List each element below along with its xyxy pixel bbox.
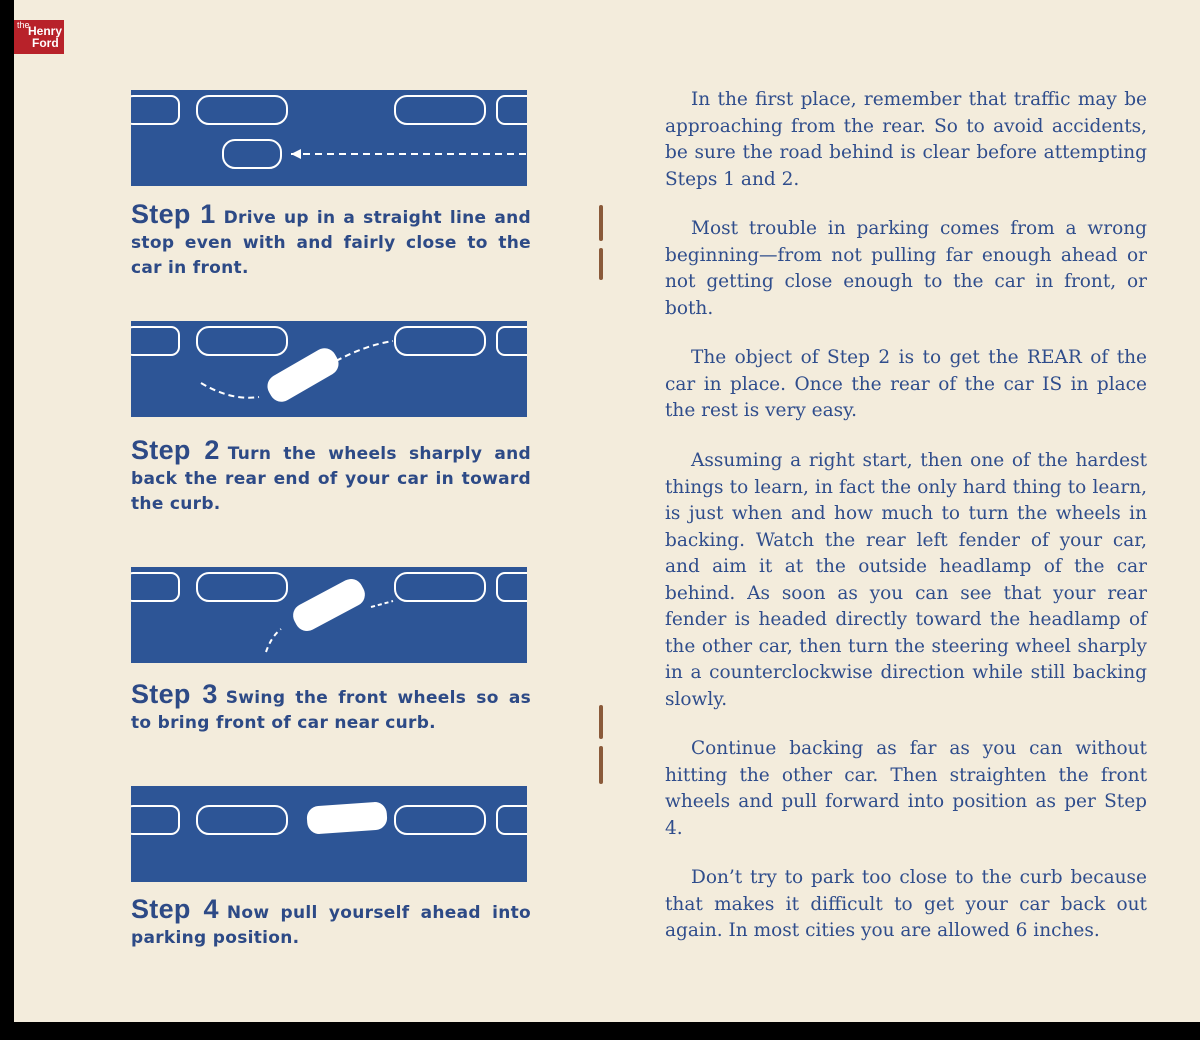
paragraph-5: Continue backing as far as you can without hitting the other car. Then straighten the front wheels and pull forward into position as per Step 4.: [665, 738, 1147, 839]
step-1-caption: [131, 199, 532, 281]
step-4-caption: [131, 894, 532, 951]
step-4-illustration: [131, 786, 527, 882]
paragraph-3: The object of Step 2 is to get the REAR of the car in place. Once the rear of the car IS in place the rest is very easy.: [665, 347, 1147, 421]
step-2-illustration: [131, 321, 527, 417]
booklet-spread: [14, 0, 1200, 1022]
paragraph-2: Most trouble in parking comes from a wrong beginning—from not pulling far enough ahead or not getting close enough to the car in front, or both.: [665, 218, 1147, 319]
step-1-text: Drive up in a straight line and stop even with and fairly close to the car in front.: [131, 208, 532, 278]
step-4-number: Step 4: [131, 894, 219, 924]
step-3-text: Swing the front wheels so as to bring front of car near curb.: [131, 688, 532, 733]
step-4-text: Now pull yourself ahead into parking position.: [131, 903, 532, 948]
staple-top-upper: [599, 205, 603, 241]
step-3-number: Step 3: [131, 679, 218, 709]
step-1-illustration: [131, 90, 527, 186]
staple-bottom-upper: [599, 705, 603, 739]
staple-bottom-lower: [599, 746, 603, 784]
paragraph-1: In the first place, remember that traffic may be approaching from the rear. So to avoid accidents, be sure the road behind is clear before attempting Steps 1 and 2.: [665, 89, 1147, 190]
henry-ford-logo: the Henry Ford: [14, 20, 64, 54]
step-1-number: Step 1: [131, 199, 216, 229]
paragraph-4: Assuming a right start, then one of the hardest things to learn, in fact the only hard thing to learn, is just when and how much to turn the wheels in backing. Watch the rear left fender of your car, and aim it at the outside headlamp of the car behind. As soon as you can see that your rear fender is headed directly toward the headlamp of the other car, then turn the steering wheel sharply in a counterclockwise direction while still backing slowly.: [665, 450, 1147, 710]
step-2-number: Step 2: [131, 435, 220, 465]
step-2-text: Turn the wheels sharply and back the rear end of your car in toward the curb.: [131, 444, 531, 514]
step-2-caption: [131, 435, 531, 517]
step-3-illustration: [131, 567, 527, 663]
step-3-caption: [131, 679, 532, 736]
staple-top-lower: [599, 248, 603, 280]
paragraph-6: Don’t try to park too close to the curb because that makes it difficult to get your car back out again. In most cities you are allowed 6 inches.: [665, 867, 1147, 941]
